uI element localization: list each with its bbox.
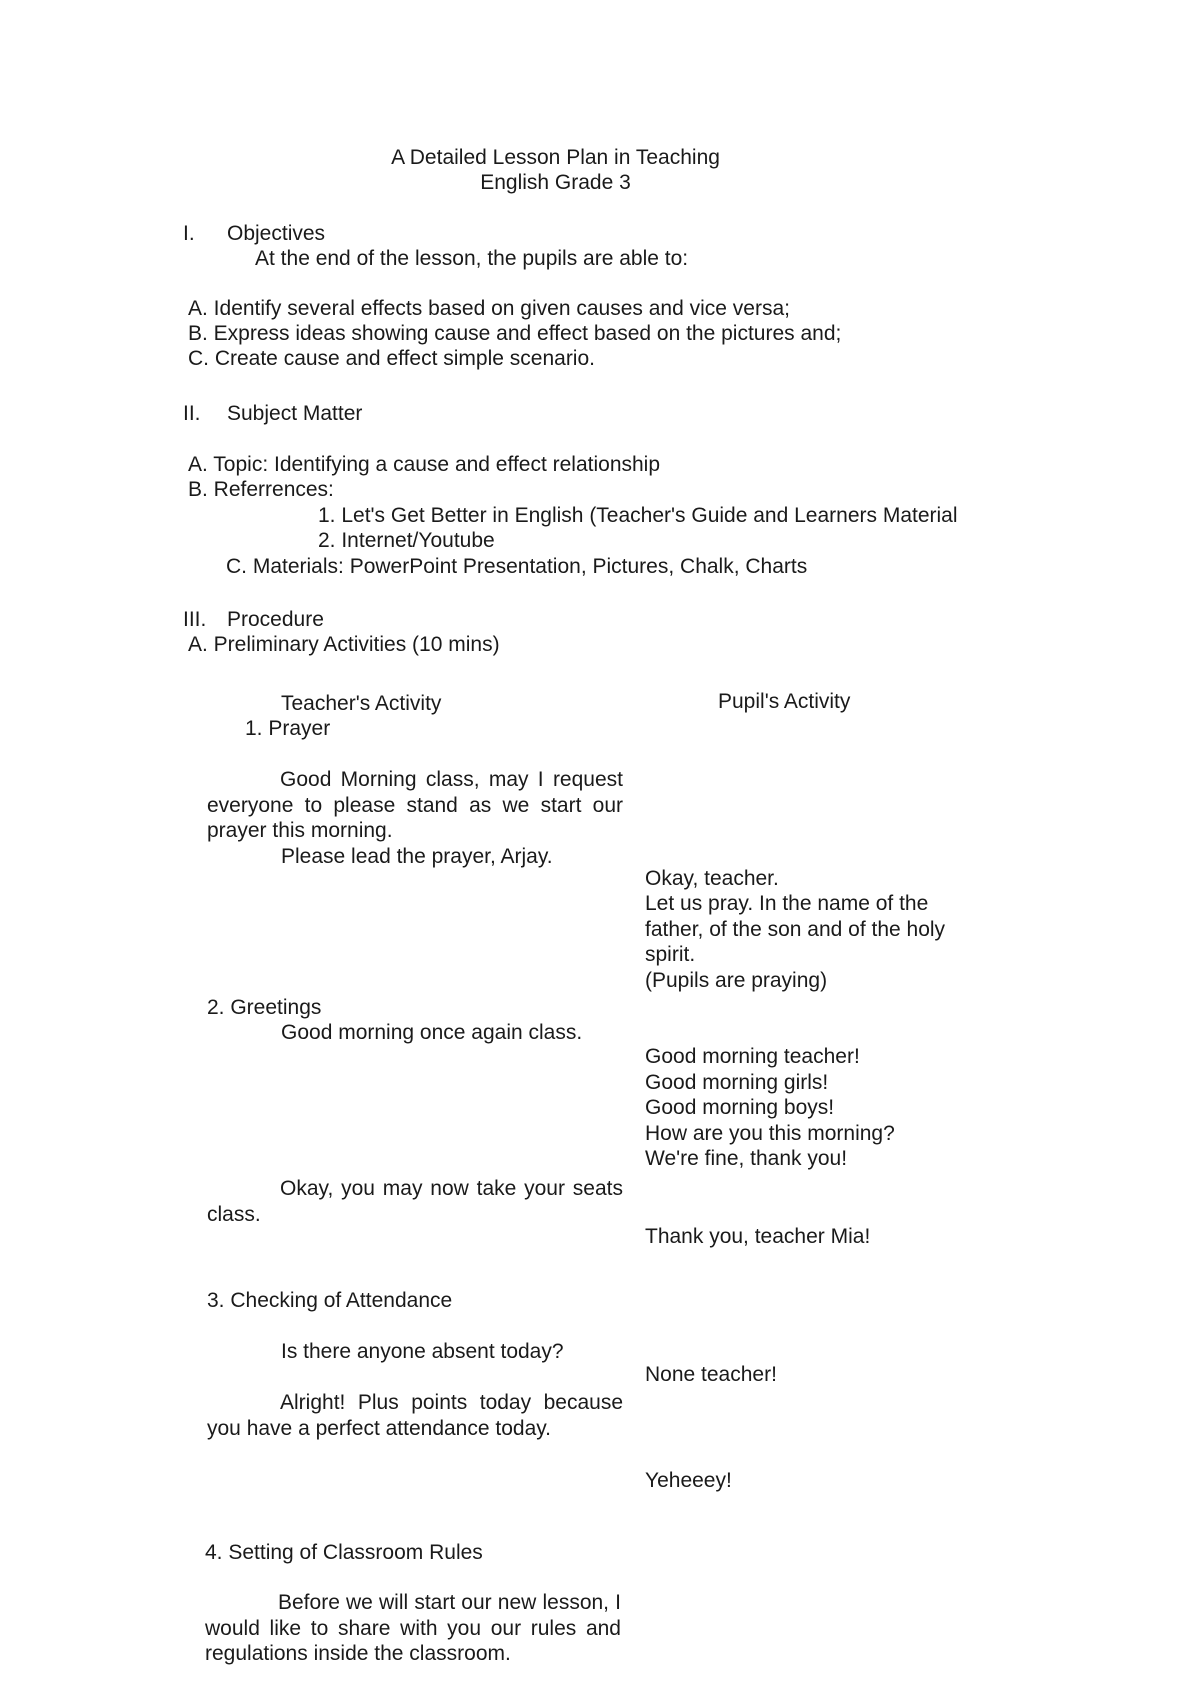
teacher-rules-intro xyxy=(205,1590,621,1667)
subject-matter-heading: Subject Matter xyxy=(227,402,363,425)
teacher-greeting: Good morning once again class. xyxy=(281,1021,583,1044)
pupil-greeting-line-3: Good morning boys! xyxy=(645,1096,835,1119)
subject-matter-numeral: II. xyxy=(183,402,201,425)
reference-item-2: 2. Internet/Youtube xyxy=(318,529,495,552)
teacher-prayer-request xyxy=(207,767,623,844)
pupil-cheer: Yeheeey! xyxy=(645,1469,732,1492)
objective-item-b: B. Express ideas showing cause and effect based on the pictures and; xyxy=(188,322,842,345)
attendance-heading: 3. Checking of Attendance xyxy=(207,1289,453,1312)
page-title-line-1: A Detailed Lesson Plan in Teaching xyxy=(391,146,720,169)
objectives-intro: At the end of the lesson, the pupils are able to: xyxy=(255,247,689,270)
subject-materials: C. Materials: PowerPoint Presentation, Pictures, Chalk, Charts xyxy=(226,555,808,578)
teacher-seats-instruction-text: Okay, you may now take your seats class. xyxy=(207,1177,623,1226)
classroom-rules-heading: 4. Setting of Classroom Rules xyxy=(205,1541,483,1564)
page-title-line-2: English Grade 3 xyxy=(480,171,631,194)
pupil-activity-header: Pupil's Activity xyxy=(718,690,851,713)
pupil-prayer-line-1: Okay, teacher. xyxy=(645,867,779,890)
pupil-prayer-line-5: (Pupils are praying) xyxy=(645,969,828,992)
teacher-attendance-praise xyxy=(207,1390,623,1441)
pupil-greeting-line-2: Good morning girls! xyxy=(645,1071,829,1094)
prayer-heading: 1. Prayer xyxy=(245,717,331,740)
pupil-thanks: Thank you, teacher Mia! xyxy=(645,1225,871,1248)
objectives-numeral: I. xyxy=(183,222,195,245)
teacher-rules-intro-text: Before we will start our new lesson, I would like to share with you our rules and regulations inside the classroom. xyxy=(205,1591,621,1665)
teacher-prayer-request-text: Good Morning class, may I request everyone to please stand as we start our prayer this morning. xyxy=(207,768,623,842)
objectives-heading: Objectives xyxy=(227,222,326,245)
preliminary-activities-heading: A. Preliminary Activities (10 mins) xyxy=(188,633,500,656)
teacher-prayer-lead: Please lead the prayer, Arjay. xyxy=(281,845,553,868)
reference-item-1: 1. Let's Get Better in English (Teacher's Guide and Learners Material xyxy=(318,504,958,527)
objective-item-c: C. Create cause and effect simple scenario. xyxy=(188,347,595,370)
subject-topic: A. Topic: Identifying a cause and effect relationship xyxy=(188,453,661,476)
pupil-prayer-line-4: spirit. xyxy=(645,943,696,966)
pupil-greeting-line-4: How are you this morning? xyxy=(645,1122,895,1145)
teacher-seats-instruction xyxy=(207,1176,623,1227)
procedure-numeral: III. xyxy=(183,608,207,631)
pupil-prayer-line-3: father, of the son and of the holy xyxy=(645,918,946,941)
objective-item-a: A. Identify several effects based on given causes and vice versa; xyxy=(188,297,790,320)
greetings-heading: 2. Greetings xyxy=(207,996,322,1019)
pupil-attendance-answer: None teacher! xyxy=(645,1363,777,1386)
pupil-greeting-line-5: We're fine, thank you! xyxy=(645,1147,848,1170)
references-label: B. Referrences: xyxy=(188,478,334,501)
teacher-activity-header: Teacher's Activity xyxy=(281,692,442,715)
procedure-heading: Procedure xyxy=(227,608,324,631)
teacher-attendance-question: Is there anyone absent today? xyxy=(281,1340,564,1363)
teacher-attendance-praise-text: Alright! Plus points today because you have a perfect attendance today. xyxy=(207,1391,623,1440)
pupil-prayer-line-2: Let us pray. In the name of the xyxy=(645,892,929,915)
pupil-greeting-line-1: Good morning teacher! xyxy=(645,1045,860,1068)
